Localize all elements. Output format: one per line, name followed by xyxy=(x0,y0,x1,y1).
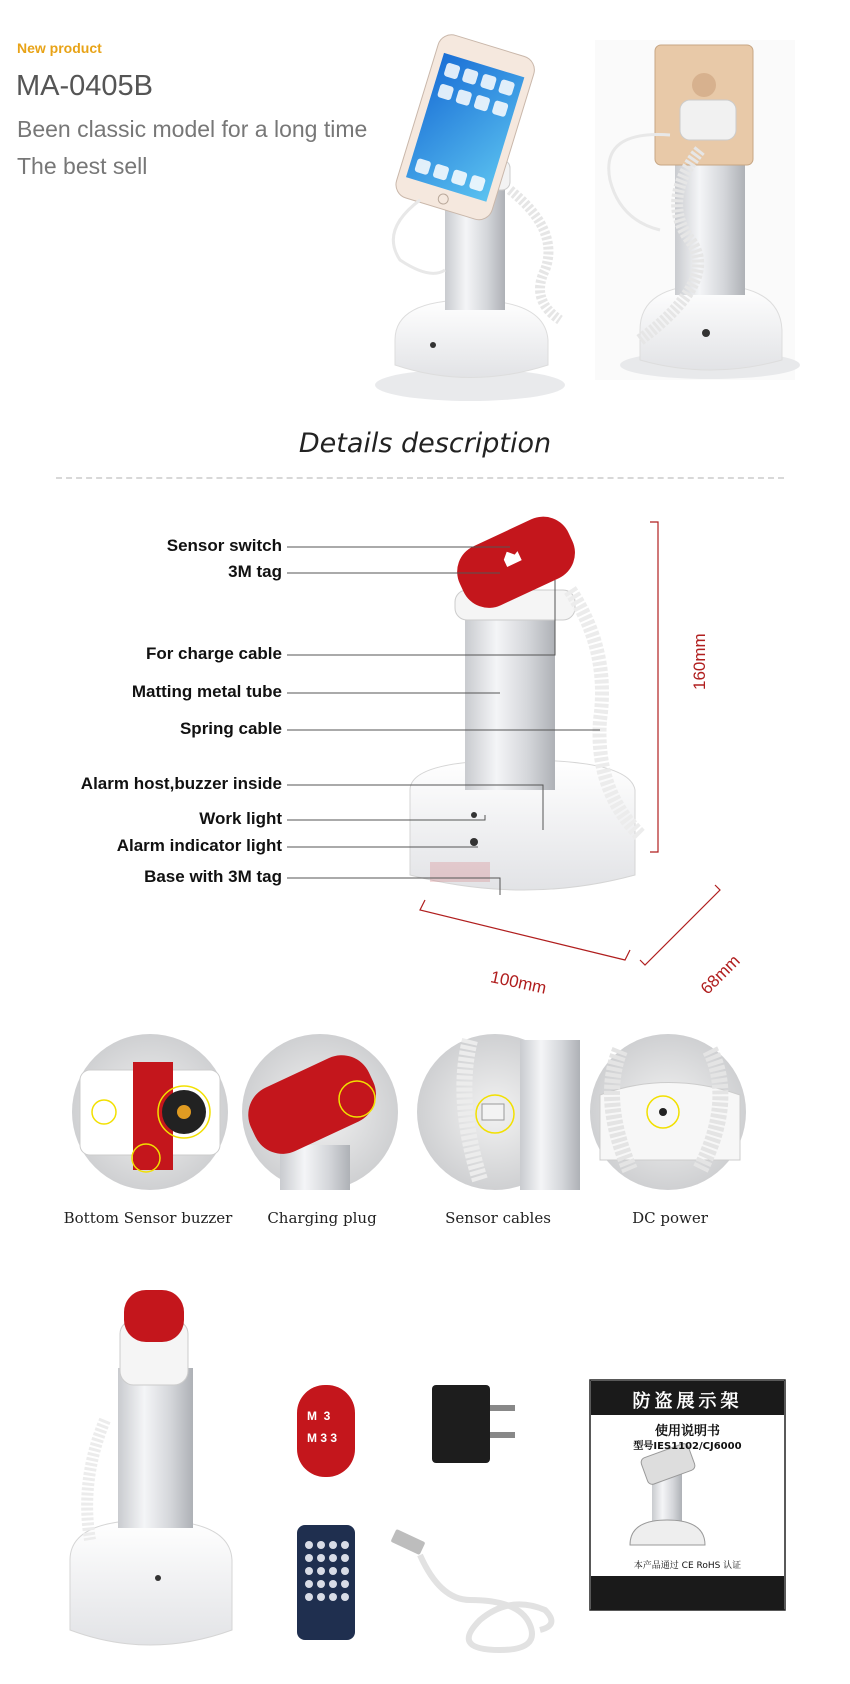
model-number: MA-0405B xyxy=(16,70,154,102)
label-alarm-host: Alarm host,buzzer inside xyxy=(80,774,282,793)
details-diagram xyxy=(287,507,720,965)
feature-circle-sensor-cables xyxy=(417,1034,580,1190)
manual-model: 型号IES1102/CJ6000 xyxy=(633,1441,742,1452)
label-work-light: Work light xyxy=(199,809,282,828)
dim-depth: 68mm xyxy=(696,951,744,999)
tag-letter: 3 xyxy=(323,1409,331,1423)
label-spring-cable: Spring cable xyxy=(179,719,282,738)
label-base-3m: Base with 3M tag xyxy=(144,867,282,886)
dim-height: 160mm xyxy=(690,633,709,690)
work-light-icon xyxy=(430,342,436,348)
package-manual xyxy=(590,1380,785,1610)
tagline-classic: Been classic model for a long time xyxy=(17,116,368,142)
tagline-best-sell: The best sell xyxy=(17,153,148,179)
tag-letters xyxy=(307,1405,347,1449)
caption-sensor-cables: Sensor cables xyxy=(445,1209,551,1227)
label-indicator-light: Alarm indicator light xyxy=(116,836,282,855)
tag-letter: M xyxy=(307,1431,317,1445)
tag-letter: M xyxy=(307,1409,317,1423)
tag-letter: 3 xyxy=(320,1431,328,1445)
manual-footer: 本产品通过 CE RoHS 认证 xyxy=(633,1561,742,1571)
new-product-label: New product xyxy=(17,40,102,56)
dim-depth-line xyxy=(640,885,720,965)
package-power-adapter xyxy=(432,1385,515,1463)
manual-title: 防盗展示架 xyxy=(632,1391,743,1412)
details-title: Details description xyxy=(298,428,552,459)
caption-charging-plug: Charging plug xyxy=(267,1209,377,1227)
package-stand xyxy=(70,1290,232,1645)
section-divider xyxy=(56,477,784,479)
label-sensor-switch: Sensor switch xyxy=(166,536,282,555)
product-photo-back xyxy=(595,40,800,380)
label-charge-cable: For charge cable xyxy=(145,644,282,663)
caption-bottom-sensor: Bottom Sensor buzzer xyxy=(63,1209,233,1227)
product-photo-front xyxy=(375,31,565,401)
feature-circle-charging xyxy=(238,1034,398,1190)
feature-circle-bottom xyxy=(72,1034,228,1190)
tag-letter: 3 xyxy=(330,1431,338,1445)
caption-dc-power: DC power xyxy=(632,1209,708,1227)
label-3m-tag: 3M tag xyxy=(228,562,282,581)
package-usb-cable xyxy=(391,1529,552,1650)
dim-height-line xyxy=(650,522,658,852)
package-remote-control xyxy=(297,1525,355,1640)
label-metal-tube: Matting metal tube xyxy=(131,682,282,701)
dim-width: 100mm xyxy=(488,967,549,998)
feature-circle-dc-power xyxy=(590,1034,746,1190)
manual-subtitle: 使用说明书 xyxy=(654,1424,720,1439)
dim-width-line xyxy=(420,900,630,960)
